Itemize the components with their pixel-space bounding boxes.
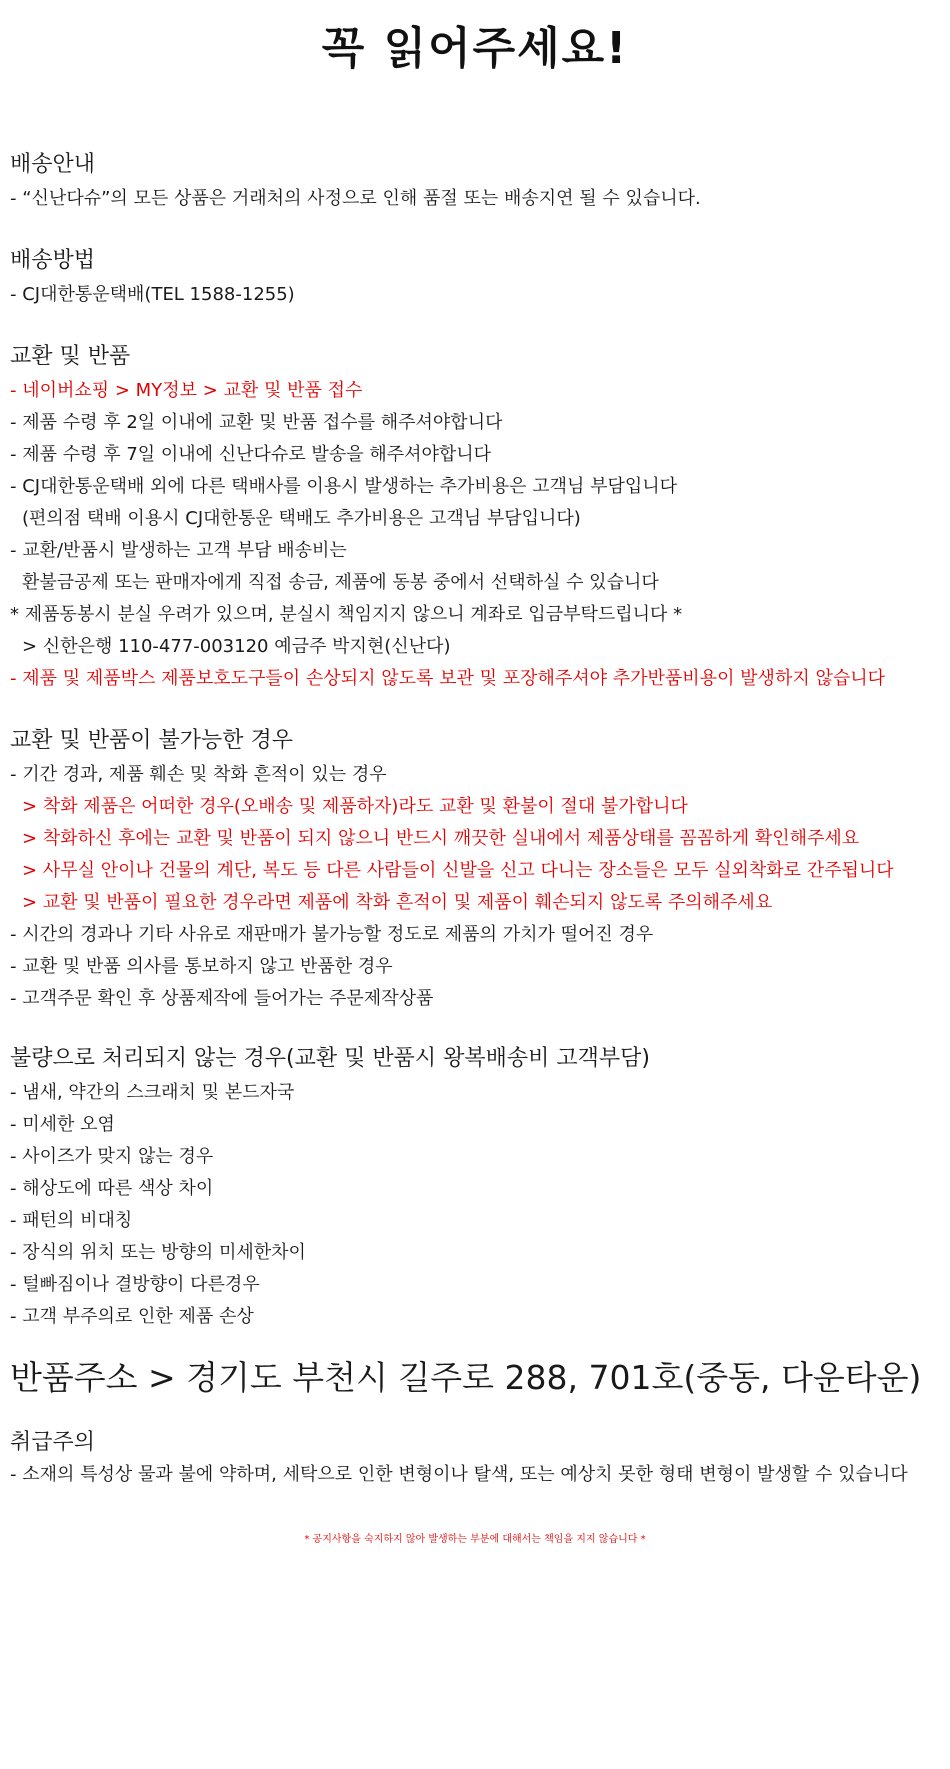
not-defect-line-4: - 해상도에 따른 색상 차이 [10,1178,214,1199]
disclaimer-notice: * 공지사항을 숙지하지 않아 발생하는 부분에 대해서는 책임을 지지 않습니다 * [304,1534,646,1545]
not-defect-line-1: - 냄새, 약간의 스크래치 및 본드자국 [10,1082,295,1103]
care-line: - 소재의 특성상 물과 불에 약하며, 세탁으로 인한 변형이나 탈색, 또는 예상치 못한 형태 변형이 발생할 수 있습니다 [10,1464,908,1485]
not-defect-line-7: - 털빠짐이나 결방향이 다른경우 [10,1274,260,1295]
shipping-info-line: - “신난다슈”의 모든 상품은 거래처의 사정으로 인해 품절 또는 배송지연 될 수 있습니다. [10,188,701,209]
section-heading-not-allowed: 교환 및 반품이 불가능한 경우 [10,728,293,753]
not-allowed-line-8: - 고객주문 확인 후 상품제작에 들어가는 주문제작상품 [10,988,434,1009]
bank-account-line: > 신한은행 110-477-003120 예금주 박지현(신난다) [22,636,451,657]
exchange-return-line-6: - 교환/반품시 발생하는 고객 부담 배송비는 [10,540,347,561]
section-heading-exchange-return: 교환 및 반품 [10,344,131,369]
exchange-return-line-4: - CJ대한통운택배 외에 다른 택배사를 이용시 발생하는 추가비용은 고객님 부담입니다 [10,476,678,497]
not-defect-line-6: - 장식의 위치 또는 방향의 미세한차이 [10,1242,306,1263]
not-allowed-line-4: > 사무실 안이나 건물의 계단, 복도 등 다른 사람들이 신발을 신고 다니는 장소들은 모두 실외착화로 간주됩니다 [22,860,894,881]
exchange-return-line-8: * 제품동봉시 분실 우려가 있으며, 분실시 책임지지 않으니 계좌로 입금부탁드립니다 * [10,604,683,625]
exchange-return-line-3: - 제품 수령 후 7일 이내에 신난다슈로 발송을 해주셔야합니다 [10,444,492,465]
return-address: 반품주소 > 경기도 부천시 길주로 288, 701호(중동, 다운타운) [10,1358,922,1397]
not-defect-line-2: - 미세한 오염 [10,1114,115,1135]
section-heading-not-defect: 불량으로 처리되지 않는 경우(교환 및 반품시 왕복배송비 고객부담) [10,1046,650,1071]
not-allowed-line-1: - 기간 경과, 제품 훼손 및 착화 흔적이 있는 경우 [10,764,387,785]
section-heading-shipping-info: 배송안내 [10,152,96,177]
exchange-return-line-7: 환불금공제 또는 판매자에게 직접 송금, 제품에 동봉 중에서 선택하실 수 있습니다 [22,572,659,593]
page-title: 꼭 읽어주세요! [321,23,629,74]
section-heading-shipping-method: 배송방법 [10,248,96,273]
not-allowed-line-3: > 착화하신 후에는 교환 및 반품이 되지 않으니 반드시 깨끗한 실내에서 제품상태를 꼼꼼하게 확인해주세요 [22,828,860,849]
not-allowed-line-5: > 교환 및 반품이 필요한 경우라면 제품에 착화 흔적이 및 제품이 훼손되지 않도록 주의해주세요 [22,892,773,913]
not-allowed-line-2: > 착화 제품은 어떠한 경우(오배송 및 제품하자)라도 교환 및 환불이 절대 불가합니다 [22,796,688,817]
not-defect-line-5: - 패턴의 비대칭 [10,1210,133,1231]
shipping-method-line: - CJ대한통운택배(TEL 1588-1255) [10,284,295,305]
not-defect-line-8: - 고객 부주의로 인한 제품 손상 [10,1306,254,1327]
exchange-return-line-5: (편의점 택배 이용시 CJ대한통운 택배도 추가비용은 고객님 부담입니다) [22,508,581,529]
not-allowed-line-6: - 시간의 경과나 기타 사유로 재판매가 불가능할 정도로 제품의 가치가 떨어진 경우 [10,924,654,945]
not-defect-line-3: - 사이즈가 맞지 않는 경우 [10,1146,214,1167]
section-heading-care: 취급주의 [10,1430,96,1455]
exchange-return-line-2: - 제품 수령 후 2일 이내에 교환 및 반품 접수를 해주셔야합니다 [10,412,503,433]
exchange-return-line-10: - 제품 및 제품박스 제품보호도구들이 손상되지 않도록 보관 및 포장해주셔야 추가반품비용이 발생하지 않습니다 [10,668,885,689]
exchange-return-line-1: - 네이버쇼핑 > MY정보 > 교환 및 반품 접수 [10,380,363,401]
not-allowed-line-7: - 교환 및 반품 의사를 통보하지 않고 반품한 경우 [10,956,393,977]
